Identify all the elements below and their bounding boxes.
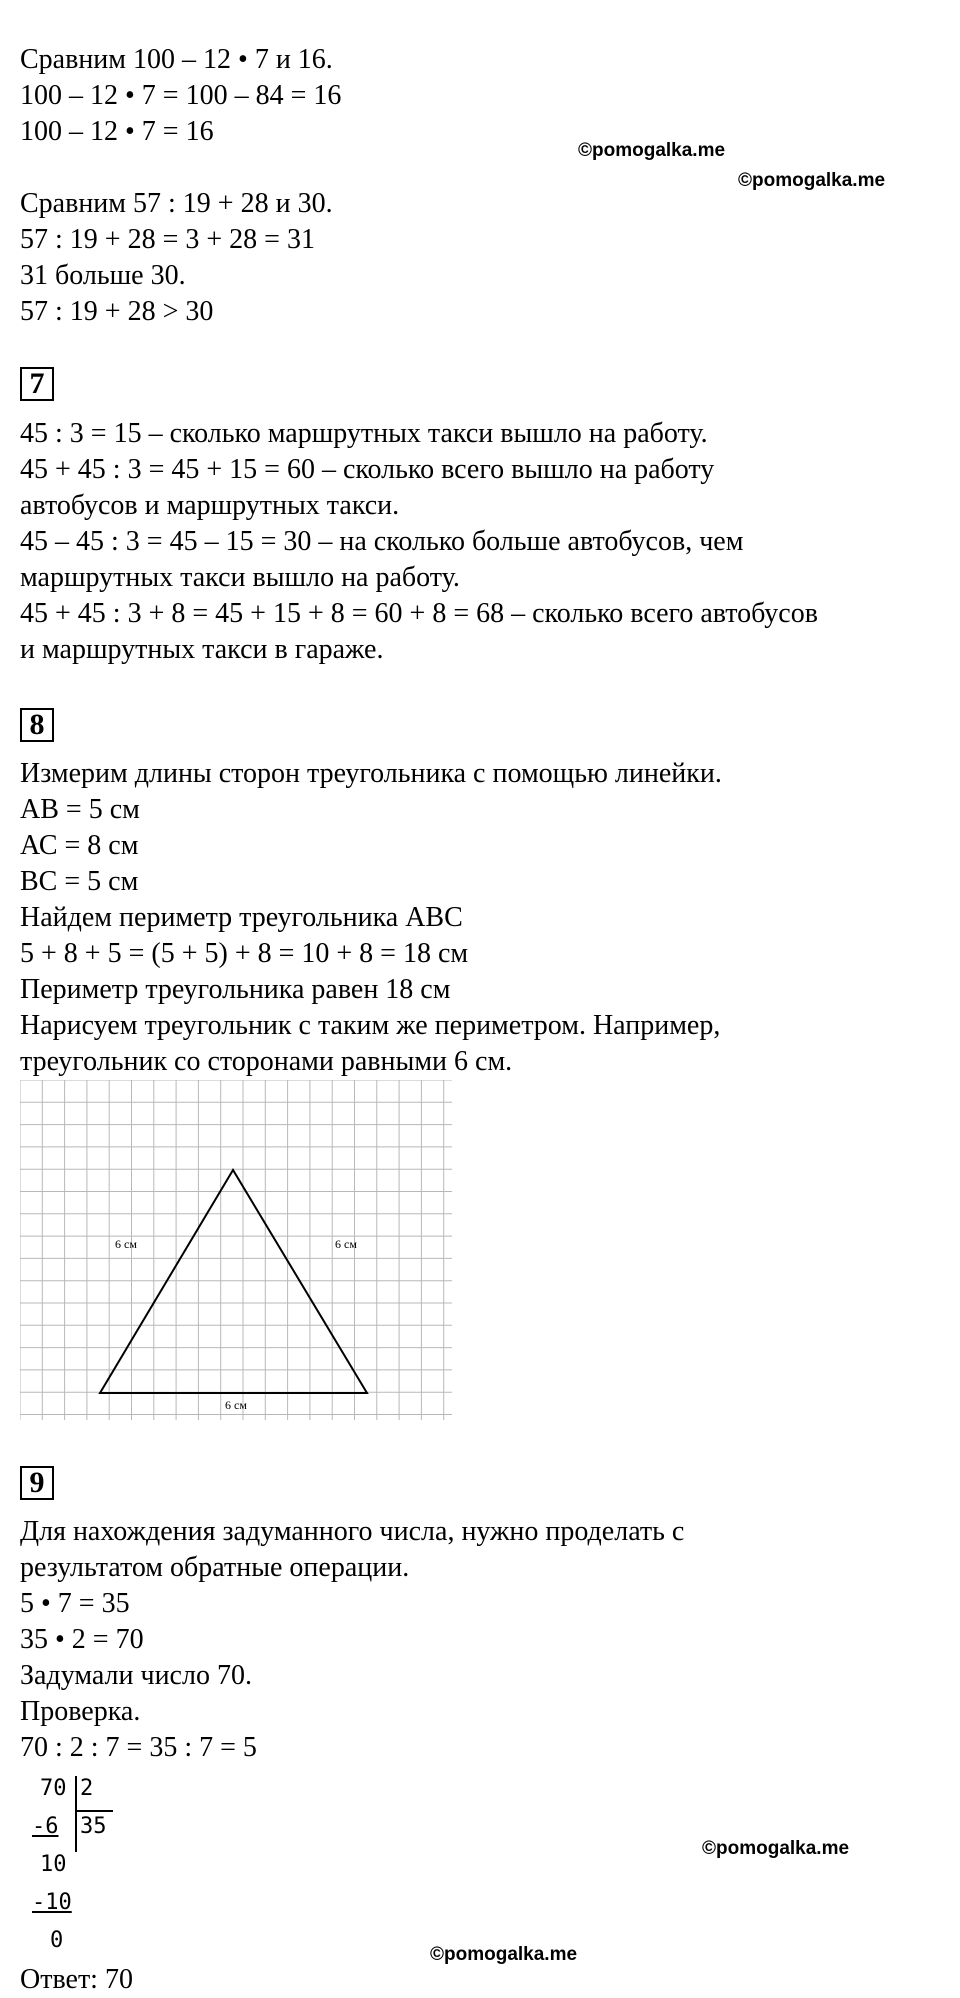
text-line: Сравним 57 : 19 + 28 и 30.: [20, 188, 333, 219]
text-line: Найдем периметр треугольника АВС: [20, 902, 463, 933]
watermark: ©pomogalka.me: [738, 170, 886, 191]
task-number-7: 7: [20, 367, 54, 401]
text-line: и маршрутных такси в гараже.: [20, 634, 384, 665]
remainder-1: 10: [40, 1852, 67, 1877]
text-line: 45 – 45 : 3 = 45 – 15 = 30 – на сколько больше автобусов, чем: [20, 526, 744, 557]
text-line: АС = 8 см: [20, 830, 139, 861]
text-line: маршрутных такси вышло на работу.: [20, 562, 460, 593]
answer: Ответ: 70: [20, 1964, 133, 1995]
bottom-side-label: 6 см: [225, 1398, 247, 1412]
text-line: 100 – 12 • 7 = 100 – 84 = 16: [20, 80, 342, 111]
text-line: 45 + 45 : 3 = 45 + 15 = 60 – сколько всего вышло на работу: [20, 454, 715, 485]
watermark: ©pomogalka.me: [578, 140, 726, 161]
quotient: 35: [80, 1814, 107, 1839]
text-line: Измерим длины сторон треугольника с помощью линейки.: [20, 758, 722, 789]
text-line: 31 больше 30.: [20, 260, 186, 291]
text-line: 57 : 19 + 28 > 30: [20, 296, 214, 327]
text-line: автобусов и маршрутных такси.: [20, 490, 400, 521]
text-line: Проверка.: [20, 1696, 141, 1727]
text-line: Задумали число 70.: [20, 1660, 252, 1691]
division-bar-vertical: [75, 1776, 77, 1852]
triangle: [100, 1170, 367, 1393]
text-line: 45 + 45 : 3 + 8 = 45 + 15 + 8 = 60 + 8 = 68 – сколько всего автобусов: [20, 598, 818, 629]
division-bar-horizontal: [75, 1810, 113, 1812]
task-number-9: 9: [20, 1466, 54, 1500]
subtrahend-1: -6: [32, 1814, 59, 1839]
text-line: ВС = 5 см: [20, 866, 139, 897]
dividend: 70: [40, 1776, 67, 1801]
text-line: Для нахождения задуманного числа, нужно проделать с: [20, 1516, 685, 1547]
text-line: 45 : 3 = 15 – сколько маршрутных такси вышло на работу.: [20, 418, 708, 449]
text-line: АВ = 5 см: [20, 794, 140, 825]
text-line: Нарисуем треугольник с таким же периметром. Например,: [20, 1010, 721, 1041]
text-line: 70 : 2 : 7 = 35 : 7 = 5: [20, 1732, 257, 1763]
text-line: треугольник со сторонами равными 6 см.: [20, 1046, 513, 1077]
watermark: ©pomogalka.me: [702, 1838, 850, 1859]
text-line: 57 : 19 + 28 = 3 + 28 = 31: [20, 224, 315, 255]
grid: [20, 1080, 452, 1420]
text-line: 35 • 2 = 70: [20, 1624, 144, 1655]
text-line: результатом обратные операции.: [20, 1552, 410, 1583]
divisor: 2: [80, 1776, 94, 1801]
task-number-8: 8: [20, 708, 54, 742]
text-line: Сравним 100 – 12 • 7 и 16.: [20, 44, 333, 75]
text-line: 5 • 7 = 35: [20, 1588, 130, 1619]
text-line: Периметр треугольника равен 18 см: [20, 974, 451, 1005]
text-line: 5 + 8 + 5 = (5 + 5) + 8 = 10 + 8 = 18 см: [20, 938, 469, 969]
subtrahend-2: -10: [32, 1890, 72, 1915]
watermark: ©pomogalka.me: [430, 1944, 578, 1965]
text-line: 100 – 12 • 7 = 16: [20, 116, 214, 147]
left-side-label: 6 см: [115, 1237, 137, 1251]
right-side-label: 6 см: [335, 1237, 357, 1251]
remainder-2: 0: [50, 1928, 64, 1953]
triangle-figure: [20, 1080, 452, 1420]
